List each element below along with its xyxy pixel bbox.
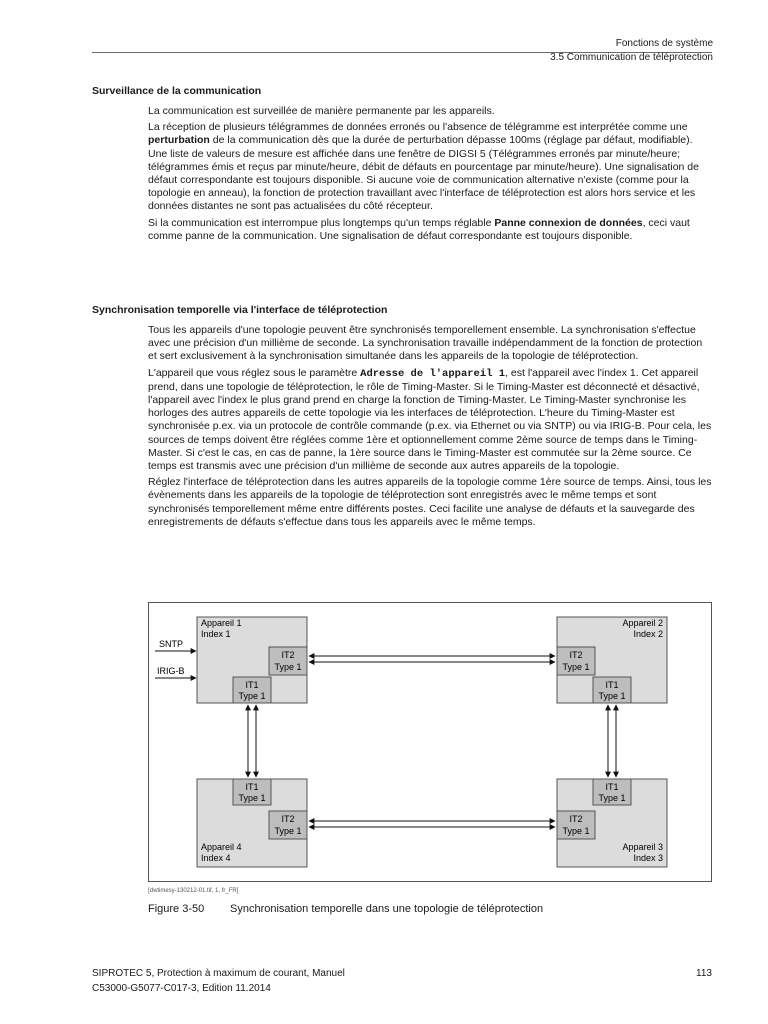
paragraph: Réglez l'interface de téléprotection dans les autres appareils de la topologie comme 1ère source de temps. Ainsi, tous les évènements dans les appareils de la topologie de téléprotection sont enregistrés avec le même temps et sont synchronisés temporellement même entre différents postes. Ceci facilite une analyse de défauts et la sauvegarde des enregistrements de défauts s'effectue dans tous les appareils avec le même temps. bbox=[148, 476, 712, 528]
figure-number: Figure 3-50 bbox=[148, 903, 205, 915]
d3-it2-label: IT2 bbox=[569, 814, 583, 824]
d4-it2-label: IT2 bbox=[281, 814, 295, 824]
text-run: de la communication dès que la durée de perturbation dépasse 100ms (réglage par défaut, modifiable). Une liste de valeurs de mesure est affichée dans une fenêtre de DIGSI 5 (Télégrammes erronés par minute/heure; télégrammes émis et reçus par minute/heure, débit de défauts en pourcentage par minute/heure). Une signalisation de défaut correspondante est toujours disponible. Si aucune voie de communication alternative n'existe (comme pour la topologie en anneau), la fonction de protection travaillant avec l'interface de téléprotection est alors hors service et les données distantes ne sont pas actualisées du côté récepteur. bbox=[148, 134, 699, 213]
topology-diagram bbox=[149, 603, 711, 881]
paragraph bbox=[148, 367, 712, 474]
d3-name: Appareil 3 bbox=[622, 842, 663, 852]
paragraph bbox=[148, 217, 712, 243]
figure-frame bbox=[148, 602, 712, 882]
header-chapter: Fonctions de système bbox=[615, 38, 713, 49]
d4-index: Index 4 bbox=[201, 853, 231, 863]
d4-it2-type: Type 1 bbox=[274, 826, 302, 836]
parameter-name: Panne connexion de données bbox=[494, 216, 643, 229]
d2-it2-type: Type 1 bbox=[562, 662, 590, 672]
figure-source-code: [dwtimesy-130212-01.tif, 1, fr_FR] bbox=[148, 888, 239, 894]
text-run: , ceci vaut comme panne de la communication. Une signalisation de défaut correspondante est toujours disponible. bbox=[148, 216, 690, 242]
d2-it2-label: IT2 bbox=[569, 650, 583, 660]
d1-it2-label: IT2 bbox=[281, 650, 295, 660]
d2-it1-label: IT1 bbox=[605, 680, 619, 690]
text-run: , est l'appareil avec l'index 1. Cet appareil prend, dans une topologie de téléprotection, le rôle de Timing-Master. Si le Timing-Master est déconnecté et désactivé, l'appareil avec l'index le plus grand prend en charge la fonction de Timing-Master. Le Timing-Master synchronise les horloges des autres appareils de cette topologie via les interfaces de téléprotection. L'heure du Timing-Master est synchronisée p.ex. via un protocole de contrôle commande (p.ex. via Ethernet ou via SNTP) ou via IRIG-B. Pour cela, les sources de temps doivent être réglées comme 1ère et optionnellement comme 2ème source de temps dans le Timing-Master. Si c'est le cas, en cas de panne, la 1ère source dans le Timing-Master est commutée sur la 2ème source. Ce temps est transmis avec une précision d'un millième de seconde aux autres appareils de la topologie. bbox=[148, 366, 712, 473]
sntp-label: SNTP bbox=[159, 639, 184, 649]
d2-index: Index 2 bbox=[633, 629, 663, 639]
section-title-synchronisation: Synchronisation temporelle via l'interface de téléprotection bbox=[92, 304, 388, 316]
figure-caption-text: Synchronisation temporelle dans une topologie de téléprotection bbox=[230, 903, 544, 915]
paragraph: La communication est surveillée de manière permanente par les appareils. bbox=[148, 105, 495, 117]
d4-it1-label: IT1 bbox=[245, 782, 259, 792]
irig-label: IRIG-B bbox=[157, 666, 185, 676]
d1-it1-label: IT1 bbox=[245, 680, 259, 690]
text-run: L'appareil que vous réglez sous le paramètre bbox=[148, 366, 361, 379]
section-body-synchronisation bbox=[148, 324, 712, 532]
d3-it2-type: Type 1 bbox=[562, 826, 590, 836]
d4-name: Appareil 4 bbox=[201, 842, 242, 852]
section-title-surveillance: Surveillance de la communication bbox=[92, 85, 262, 97]
section-body-surveillance bbox=[148, 105, 712, 246]
paragraph bbox=[148, 121, 712, 213]
d3-it1-label: IT1 bbox=[605, 782, 619, 792]
d1-name: Appareil 1 bbox=[201, 618, 242, 628]
text-run: La réception de plusieurs télégrammes de données erronés ou l'absence de télégramme est interprétée comme une bbox=[148, 121, 688, 134]
page-number: 113 bbox=[696, 968, 712, 979]
d4-it1-type: Type 1 bbox=[238, 793, 266, 803]
text-run: Si la communication est interrompue plus longtemps qu'un temps réglable bbox=[148, 216, 495, 229]
figure-caption bbox=[148, 903, 543, 915]
d3-index: Index 3 bbox=[633, 853, 663, 863]
d1-index: Index 1 bbox=[201, 629, 231, 639]
header-section: 3.5 Communication de téléprotection bbox=[550, 52, 713, 63]
footer-title: SIPROTEC 5, Protection à maximum de courant, Manuel bbox=[92, 968, 345, 979]
d1-it1-type: Type 1 bbox=[238, 691, 266, 701]
d2-name: Appareil 2 bbox=[622, 618, 663, 628]
footer-edition: C53000-G5077-C017-3, Edition 11.2014 bbox=[92, 983, 271, 994]
parameter-name: perturbation bbox=[148, 134, 210, 147]
d3-it1-type: Type 1 bbox=[598, 793, 626, 803]
d2-it1-type: Type 1 bbox=[598, 691, 626, 701]
parameter-name: Adresse de l'appareil 1 bbox=[360, 367, 506, 380]
d1-it2-type: Type 1 bbox=[274, 662, 302, 672]
paragraph: Tous les appareils d'une topologie peuvent être synchronisés temporellement ensemble. La synchronisation s'effectue avec une précision d'un millième de seconde. La synchronisation travaille indépendamment de la fonction de protection et sert exclusivement à la synchronisation simultanée dans les appareils de la topologie de téléprotection. bbox=[148, 324, 703, 363]
